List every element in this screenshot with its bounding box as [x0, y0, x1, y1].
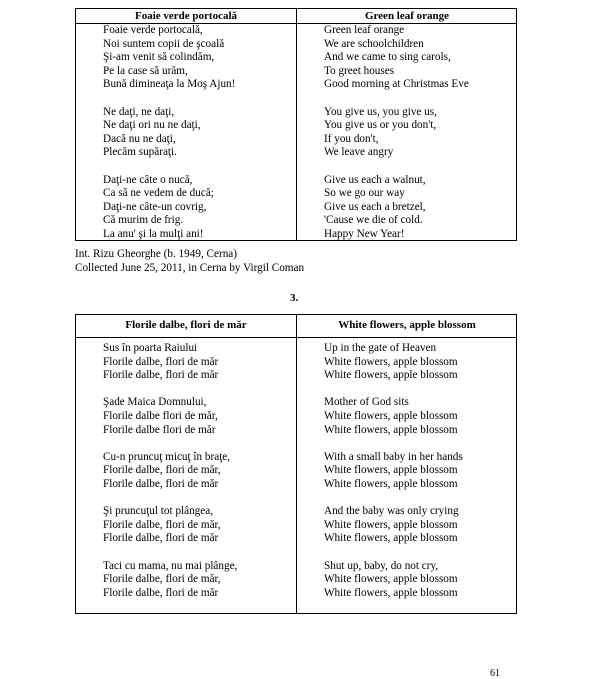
- table-1-header-english: Green leaf orange: [364, 10, 450, 22]
- lyric-line: You give us, you give us,: [324, 105, 437, 118]
- stanza: [103, 451, 237, 492]
- lyric-line: Florile dalbe, flori de măr: [103, 355, 219, 368]
- lyric-line: Florile dalbe, flori de măr,: [103, 573, 221, 586]
- lyric-line: 'Cause we die of cold.: [324, 214, 423, 227]
- lyric-line: Florile dalbe, flori de măr: [103, 532, 219, 545]
- lyric-line: With a small baby in her hands: [324, 450, 463, 463]
- table-2-header-english: White flowers, apple blossom: [338, 319, 476, 331]
- lyric-line: Şade Maica Domnului,: [103, 396, 207, 409]
- stanza: [324, 505, 463, 546]
- lyric-line: Up in the gate of Heaven: [324, 342, 437, 354]
- lyric-line: White flowers, apple blossom: [324, 423, 458, 436]
- lyric-line: Daţi-ne câte-un covrig,: [103, 200, 207, 213]
- stanza: [103, 106, 235, 160]
- lyric-line: So we go our way: [324, 187, 405, 200]
- stanza: [324, 106, 469, 160]
- lyric-line: And the baby was only crying: [324, 505, 459, 518]
- table-2-romanian-lyrics: [103, 342, 237, 600]
- lyric-line: Green leaf orange: [324, 24, 405, 36]
- lyric-line: Şi pruncuţul tot plângea,: [103, 505, 213, 518]
- lyric-line: White flowers, apple blossom: [324, 586, 458, 599]
- stanza: [103, 396, 237, 437]
- lyric-line: White flowers, apple blossom: [324, 355, 458, 368]
- lyric-line: Cu-n pruncuţ micuţ în braţe,: [103, 450, 231, 463]
- table-1-header-romanian: Foaie verde portocală: [134, 10, 238, 22]
- carol-table-1: [75, 8, 517, 241]
- page-number: 61: [490, 668, 500, 679]
- lyric-line: Bună dimineaţa la Moş Ajun!: [103, 78, 236, 91]
- interviewee-note: Int. Rizu Gheorghe (b. 1949, Cerna): [75, 248, 237, 260]
- lyric-line: White flowers, apple blossom: [324, 518, 458, 531]
- lyric-line: Florile dalbe, flori de măr,: [103, 464, 221, 477]
- lyric-line: You give us or you don't,: [324, 119, 437, 132]
- lyric-line: Shut up, baby, do not cry,: [324, 559, 439, 572]
- lyric-line: White flowers, apple blossom: [324, 477, 458, 490]
- lyric-line: Florile dalbe flori de măr,: [103, 409, 218, 422]
- column-divider: [296, 9, 297, 240]
- header-divider: [76, 337, 516, 338]
- lyric-line: Florile dalbe, flori de măr,: [103, 518, 221, 531]
- lyric-line: Foaie verde portocală,: [103, 24, 203, 36]
- lyric-line: La anu' şi la mulţi ani!: [103, 227, 204, 240]
- lyric-line: Că murim de frig.: [103, 214, 184, 227]
- lyric-line: White flowers, apple blossom: [324, 369, 458, 382]
- lyric-line: Happy New Year!: [324, 227, 405, 240]
- lyric-line: Sus în poarta Raiului: [103, 342, 198, 354]
- stanza: [324, 174, 469, 242]
- lyric-line: We are schoolchildren: [324, 37, 424, 50]
- stanza: [324, 560, 463, 601]
- collection-note: Collected June 25, 2011, in Cerna by Virgil Coman: [75, 262, 305, 274]
- lyric-line: Dacă nu ne daţi,: [103, 132, 176, 145]
- lyric-line: Florile dalbe, flori de măr: [103, 477, 219, 490]
- lyric-line: White flowers, apple blossom: [324, 532, 458, 545]
- stanza: [324, 451, 463, 492]
- lyric-line: White flowers, apple blossom: [324, 409, 458, 422]
- table-1-romanian-lyrics: [103, 24, 235, 242]
- lyric-line: Daţi-ne câte o nucă,: [103, 173, 193, 186]
- lyric-line: Florile dalbe flori de măr: [103, 423, 216, 436]
- lyric-line: Mother of God sits: [324, 396, 409, 409]
- lyric-line: White flowers, apple blossom: [324, 573, 458, 586]
- stanza: [103, 24, 235, 92]
- stanza: [324, 24, 469, 92]
- lyric-line: Give us each a walnut,: [324, 173, 426, 186]
- lyric-line: Taci cu mama, nu mai plânge,: [103, 559, 238, 572]
- carol-table-2: [75, 314, 517, 614]
- stanza: [103, 174, 235, 242]
- table-2-english-lyrics: [324, 342, 463, 600]
- lyric-line: Plecăm supăraţi.: [103, 146, 177, 159]
- column-divider: [296, 315, 297, 613]
- stanza: [324, 342, 463, 383]
- lyric-line: Good morning at Christmas Eve: [324, 78, 469, 91]
- table-1-english-lyrics: [324, 24, 469, 242]
- lyric-line: White flowers, apple blossom: [324, 464, 458, 477]
- stanza: [103, 505, 237, 546]
- lyric-line: To greet houses: [324, 64, 395, 77]
- lyric-line: Pe la case să urăm,: [103, 64, 188, 77]
- lyric-line: We leave angry: [324, 146, 394, 159]
- stanza: [103, 342, 237, 383]
- lyric-line: Florile dalbe, flori de măr: [103, 369, 219, 382]
- lyric-line: Ne daţi, ne daţi,: [103, 105, 175, 118]
- lyric-line: And we came to sing carols,: [324, 51, 451, 64]
- lyric-line: Ne daţi ori nu ne daţi,: [103, 119, 201, 132]
- lyric-line: Noi suntem copii de şcoală: [103, 37, 225, 50]
- stanza: [324, 396, 463, 437]
- lyric-line: Give us each a bretzel,: [324, 200, 426, 213]
- stanza: [103, 560, 237, 601]
- lyric-line: If you don't,: [324, 132, 379, 145]
- lyric-line: Ca să ne vedem de ducă;: [103, 187, 214, 200]
- table-2-header-romanian: Florile dalbe, flori de măr: [125, 319, 247, 331]
- lyric-line: Şi-am venit să colindăm,: [103, 51, 215, 64]
- lyric-line: Florile dalbe, flori de măr: [103, 586, 219, 599]
- section-number: 3.: [290, 292, 299, 304]
